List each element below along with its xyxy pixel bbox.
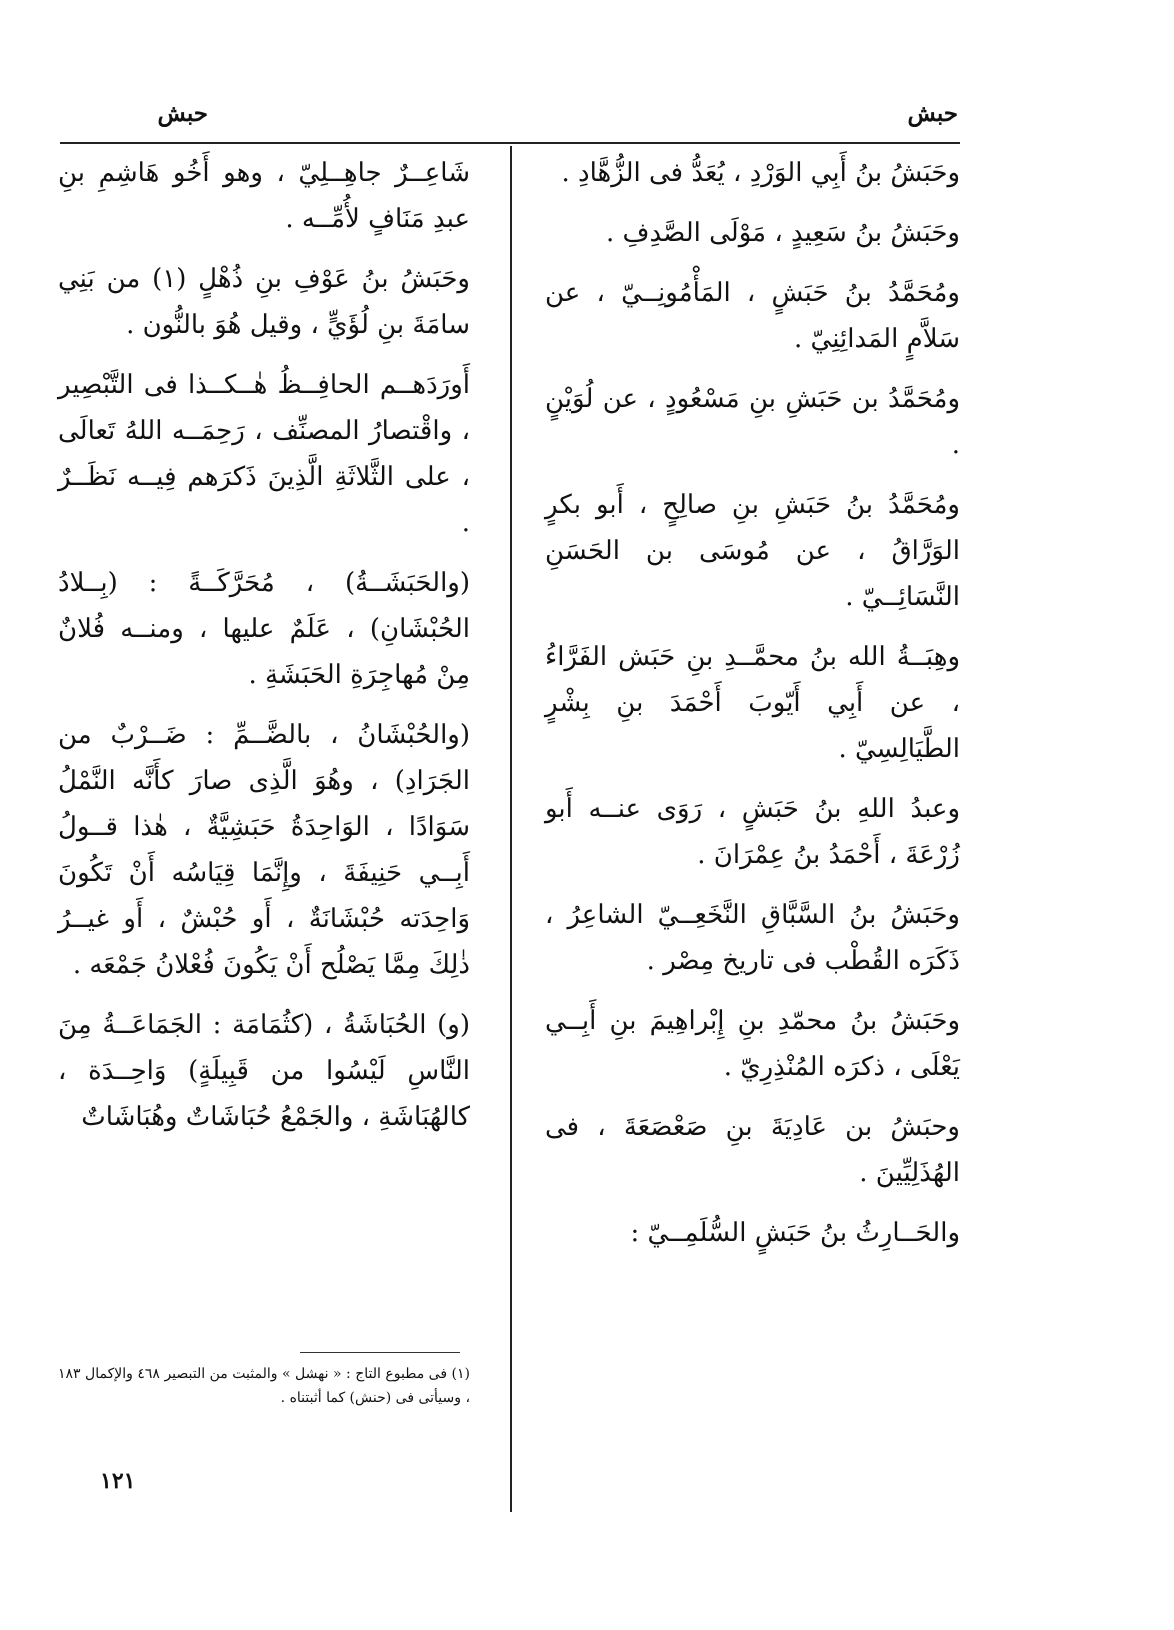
running-header-right: حبش xyxy=(907,100,958,127)
entry-paragraph: ومُحَمَّدُ بنُ حَبَشِ بنِ صالِحٍ ، أَبو بكرٍ الوَرَّاقُ ، عن مُوسَى بن الحَسَنِ النَّسَائِــيّ . xyxy=(545,490,960,612)
entry-paragraph: وحَبَشُ بنُ أَبِي الوَرْدِ ، يُعَدُّ فى الزُّهَّادِ . xyxy=(561,158,960,188)
entry-paragraph: شَاعِــرٌ جاهِــلِيّ ، وهو أَخُو هَاشِمِ بنِ عبدِ مَنَافٍ لأُمِّــه . xyxy=(58,158,470,234)
page-number: ١٢١ xyxy=(100,1468,136,1494)
running-header-left: حبش xyxy=(157,100,208,127)
entry-paragraph: وحَبَشُ بنُ السَّبَّاقِ النَّخَعِــيّ الشاعِرُ ، ذَكَرَه القُطْب فى تاريخ مِصْر . xyxy=(545,900,960,976)
entry-paragraph: وعبدُ اللهِ بنُ حَبَشٍ ، رَوَى عنــه أَبو زُرْعَةَ ، أَحْمَدُ بنُ عِمْرَانَ . xyxy=(545,794,960,870)
left-column xyxy=(58,150,470,1154)
footnote: (١) فى مطبوع التاج : « نهشل » والمثبت من التبصير ٤٦٨ والإكمال ١٨٣ ، وسيأتى فى (حنش) كما أثبتناه . xyxy=(58,1366,471,1406)
footnote-rule xyxy=(300,1352,460,1353)
entry-paragraph: وحبَشُ بن عَادِيَةَ بنِ صَعْصَعَةَ ، فى الهُذَلِيِّينَ . xyxy=(545,1112,960,1188)
entry-paragraph: وحَبَشُ بنُ محمّدِ بنِ إِبْراهِيمَ بنِ أَبِــي يَعْلَى ، ذكرَه المُنْذِرِيّ . xyxy=(545,1006,960,1082)
entry-paragraph: (والحُبْشَانُ ، بالضَّــمِّ : ضَــرْبٌ من الجَرَادِ) ، وهُوَ الَّذِى صارَ كأَنَّه النَّمْلُ سَوَادًا ، الوَاحِدَةُ حَبَشِيَّةٌ ، هٰذا قــولُ أَبِــي حَنِيفَةَ ، وإِنَّمَا قِيَاسُه أَنْ تَكُونَ وَاحِدَته حُبْشَانَةٌ ، أَو حُبْشٌ ، أَو غيــرُ ذٰلِكَ مِمَّا يَصْلُح أَنْ يَكُونَ فُعْلانُ جَمْعَه . xyxy=(58,720,470,980)
entry-paragraph: وهِبَــةُ الله بنُ محمَّــدِ بنِ حَبَش الفَرَّاءُ ، عن أَبِي أَيّوبَ أَحْمَدَ بنِ بِشْرٍ الطَّيَالِسِيّ . xyxy=(545,642,960,764)
entry-paragraph: ومُحَمَّدُ بن حَبَشِ بنِ مَسْعُودٍ ، عن لُوَيْنٍ . xyxy=(545,384,960,460)
column-divider xyxy=(510,146,512,1512)
right-column xyxy=(545,150,960,1270)
entry-paragraph: والحَــارِثُ بنُ حَبَشٍ السُّلَمِــيّ : xyxy=(630,1218,960,1248)
header-rule xyxy=(60,142,960,144)
entry-paragraph: ومُحَمَّدُ بنُ حَبَشٍ ، المَأْمُونِــيّ ، عن سَلاَّمٍ المَدائِنِيّ . xyxy=(545,278,960,354)
entry-paragraph: (و) الحُبَاشَةُ ، (كثُمَامَة : الجَمَاعَــةُ مِنَ النَّاسِ لَيْسُوا من قَبِيلَةٍ) وَاحِــدَة ، كالهُبَاشَةِ ، والجَمْعُ حُبَاشَاتٌ وهُبَاشَاتٌ xyxy=(58,1010,470,1132)
entry-paragraph: أَورَدَهــم الحافِــظُ هٰــكــذا فى التَّبْصِير ، واقْتصارُ المصنِّف ، رَحِمَــه اللهُ تَعالَى ، على الثَّلاثَةِ الَّذِينَ ذَكرَهم فِيــه نَظَــرٌ . xyxy=(58,370,470,538)
entry-paragraph: وحَبَشُ بنُ عَوْفِ بنِ ذُهْلٍ (١) من بَنِي سامَةَ بنِ لُؤَيٍّ ، وقيل هُوَ بالنُّون . xyxy=(58,264,470,340)
entry-paragraph: (والحَبَشَــةُ) ، مُحَرَّكَــةً : (بِــلادُ الحُبْشَانِ) ، عَلَمٌ عليها ، ومنــه فُلانٌ مِنْ مُهاجِرَةِ الحَبَشَةِ . xyxy=(58,568,470,690)
entry-paragraph: وحَبَشُ بنُ سَعِيدٍ ، مَوْلَى الصَّدِفِ . xyxy=(606,218,960,248)
